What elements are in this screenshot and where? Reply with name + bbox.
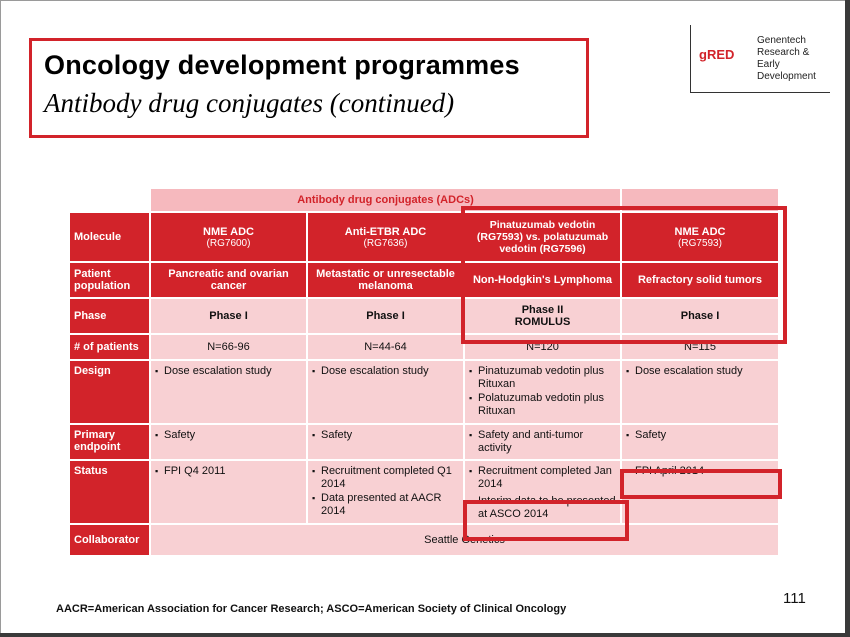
- slide-shadow-bottom: [0, 633, 850, 637]
- logo-line: Genentech: [757, 35, 806, 46]
- bullet-item: ▪ Safety: [312, 429, 459, 442]
- row-label-endpoint: Primary endpoint: [70, 425, 149, 459]
- adc-table: [68, 187, 780, 557]
- molecule-code: (RG7593): [678, 237, 722, 249]
- bullet-item: ▪ Recruitment completed Q1 2014: [312, 465, 459, 491]
- bullet-item: ▪ Safety: [626, 429, 774, 442]
- endpoint-cell: [465, 425, 620, 459]
- row-label-phase: Phase: [70, 299, 149, 333]
- phase-cell: [465, 299, 620, 333]
- molecule-cell: [622, 213, 778, 261]
- population-cell: Refractory solid tumors: [622, 263, 778, 297]
- phase-cell: Phase I: [622, 299, 778, 333]
- endpoint-cell: [308, 425, 463, 459]
- page-subtitle: Antibody drug conjugates (continued): [44, 88, 455, 118]
- bullet-item: ▪ Dose escalation study: [626, 365, 774, 378]
- design-cell: [465, 361, 620, 423]
- bullet-item: ▪ Data presented at AACR 2014: [312, 492, 459, 518]
- molecule-name: NME ADC: [674, 225, 726, 238]
- bullet-item: ▪ Dose escalation study: [155, 365, 302, 378]
- population-cell: Metastatic or unresectable melanoma: [308, 263, 463, 297]
- design-cell: [308, 361, 463, 423]
- patients-cell: N=115: [622, 335, 778, 359]
- group-header: Antibody drug conjugates (ADCs): [151, 189, 620, 211]
- collaborator-cell: Seattle Genetics: [151, 525, 778, 555]
- logo-mark: gRED: [699, 47, 735, 62]
- molecule-cell: [308, 213, 463, 261]
- footnote: AACR=American Association for Cancer Research; ASCO=American Society of Clinical Oncology: [56, 603, 567, 615]
- table-corner: [70, 189, 149, 211]
- endpoint-cell: [622, 425, 778, 459]
- page-title: Oncology development programmes: [44, 50, 520, 80]
- patients-cell: N=66-96: [151, 335, 306, 359]
- population-cell: Pancreatic and ovarian cancer: [151, 263, 306, 297]
- endpoint-cell: [151, 425, 306, 459]
- bullet-item: ▪ Safety and anti-tumor activity: [469, 429, 616, 455]
- molecule-name: Anti-ETBR ADC: [344, 225, 427, 238]
- phase-cell: Phase I: [151, 299, 306, 333]
- logo-line: Research &: [757, 47, 810, 58]
- design-cell: [151, 361, 306, 423]
- molecule-name: NME ADC: [203, 225, 254, 238]
- design-cell: [622, 361, 778, 423]
- bullet-item: ▪ Pinatuzumab vedotin plus Rituxan: [469, 365, 616, 391]
- logo-line: Early: [757, 59, 780, 70]
- bullet-item: ▪ FPI Q4 2011: [155, 465, 302, 478]
- slide-shadow-right: [845, 0, 850, 637]
- bullet-item: ▪ Dose escalation study: [312, 365, 459, 378]
- bullet-item: ▪ FPI April 2014: [626, 465, 774, 478]
- molecule-name: Pinatuzumab vedotin (RG7593) vs. polatuzumab vedotin (RG7596): [476, 219, 609, 255]
- status-cell: [308, 461, 463, 523]
- molecule-code: (RG7636): [363, 237, 408, 249]
- title-box: [29, 38, 589, 138]
- bullet-item: ▪ Recruitment completed Jan 2014: [469, 465, 616, 491]
- logo-text: [757, 35, 816, 83]
- molecule-cell: [465, 213, 620, 261]
- phase-cell: Phase I: [308, 299, 463, 333]
- row-label-patients: # of patients: [70, 335, 149, 359]
- phase-study-name: ROMULUS: [514, 316, 571, 328]
- patients-cell: N=120: [465, 335, 620, 359]
- row-label-population: Patient population: [70, 263, 149, 297]
- row-label-status: Status: [70, 461, 149, 523]
- row-label-design: Design: [70, 361, 149, 423]
- molecule-code: (RG7600): [206, 237, 251, 249]
- row-label-collaborator: Collaborator: [70, 525, 149, 555]
- phase-value: Phase II: [521, 304, 564, 316]
- bullet-item: ▪ Safety: [155, 429, 302, 442]
- molecule-cell: [151, 213, 306, 261]
- logo-line: Development: [757, 71, 816, 82]
- status-cell: [151, 461, 306, 523]
- page-number: 111: [783, 590, 806, 607]
- status-cell: [465, 461, 620, 523]
- status-cell: [622, 461, 778, 523]
- population-cell: Non-Hodgkin's Lymphoma: [465, 263, 620, 297]
- gred-logo: [690, 25, 830, 93]
- bullet-item: ▪ Polatuzumab vedotin plus Rituxan: [469, 392, 616, 418]
- patients-cell: N=44-64: [308, 335, 463, 359]
- bullet-item: ▪ Interim data to be presented at ASCO 2014: [469, 495, 616, 521]
- row-label-molecule: Molecule: [70, 213, 149, 261]
- group-header-extension: [622, 189, 778, 211]
